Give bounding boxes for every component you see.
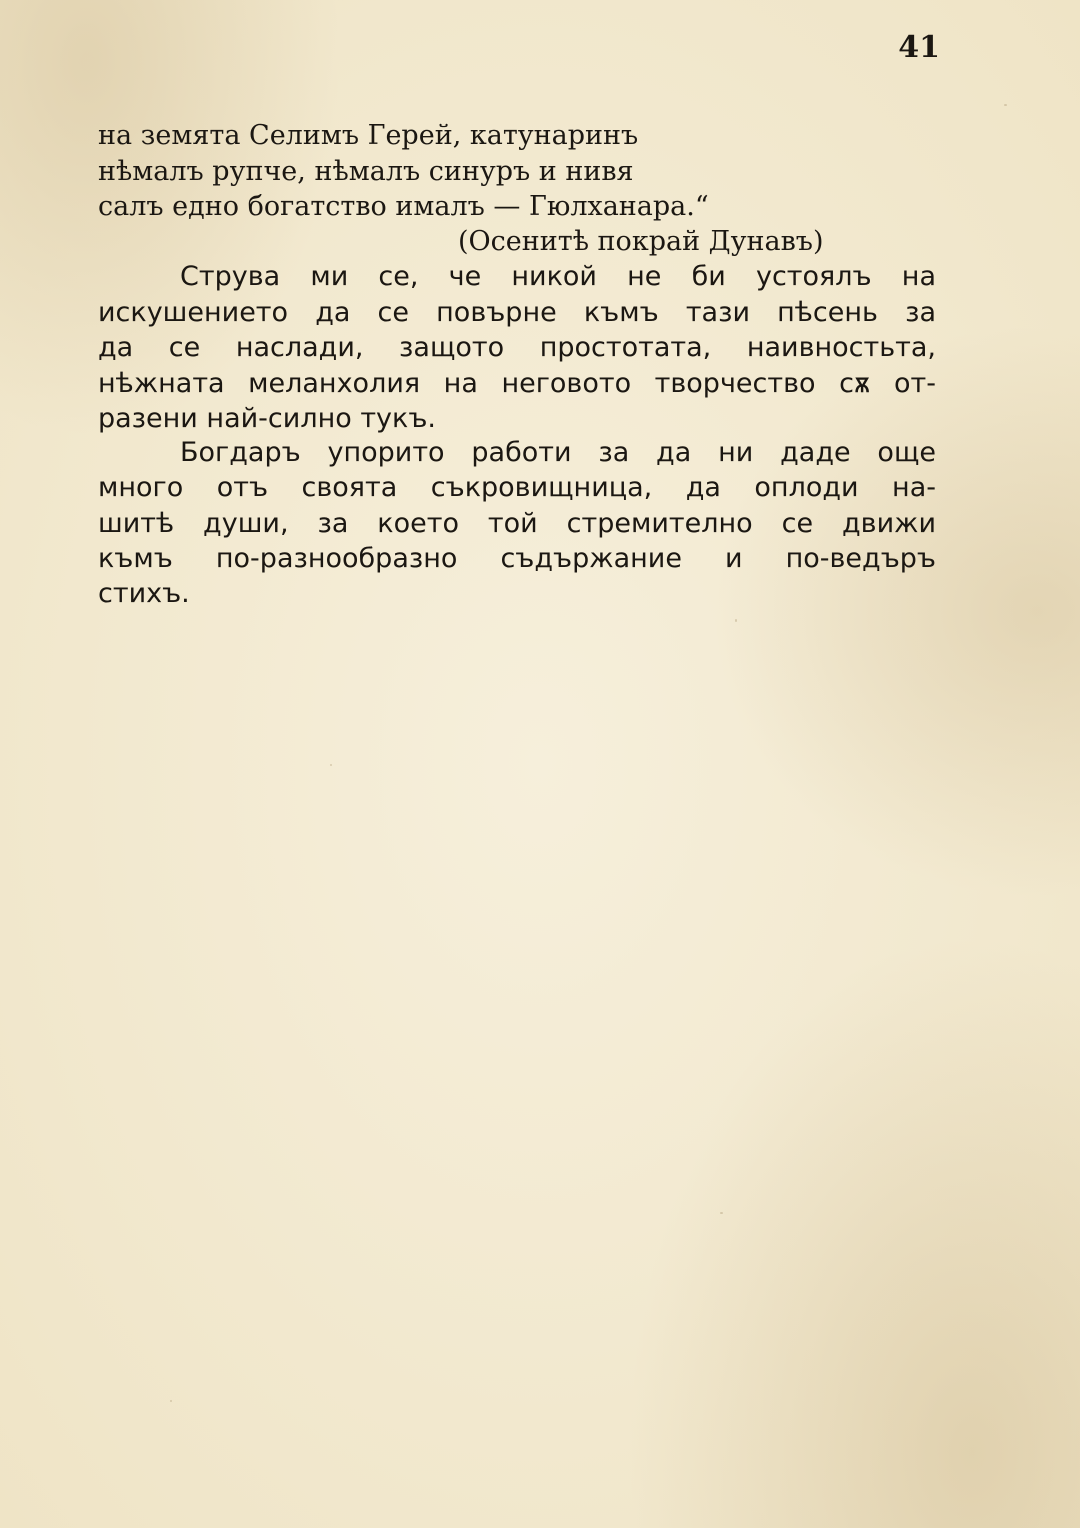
paper-speck — [1004, 104, 1007, 106]
paragraph-line: да се наслади, защото простотата, наивностьта, — [98, 332, 936, 363]
paper-speck — [720, 1212, 723, 1214]
paragraph-line: къмъ по-разнообразно съдържание и по-ведъръ — [98, 543, 936, 574]
verse-line: нѣмалъ рупче, нѣмалъ синуръ и нивя — [98, 156, 634, 187]
paragraph-line: искушението да се повърне къмъ тази пѣсень за — [98, 297, 936, 328]
paper-speck — [330, 764, 332, 766]
paragraph-line: стихъ. — [98, 578, 190, 609]
paragraph-line: Струва ми се, че никой не би устоялъ на — [180, 261, 936, 292]
paragraph-line: много отъ своята съкровищница, да оплоди на- — [98, 472, 936, 503]
paragraph-line: шитѣ души, за което той стремително се движи — [98, 508, 936, 539]
verse-source: (Осенитѣ покрай Дунавъ) — [458, 226, 824, 257]
paragraph-line: нѣжната меланхолия на неговото творчество сѫ от- — [98, 368, 936, 399]
paper-speck — [170, 1400, 172, 1402]
paragraph-line: Богдаръ упорито работи за да ни даде още — [180, 437, 936, 468]
verse-line: на земята Селимъ Герей, катунаринъ — [98, 120, 639, 151]
paper-speck — [735, 619, 737, 622]
paragraph-line: разени най-силно тукъ. — [98, 403, 437, 434]
verse-line: салъ едно богатство ималъ — Гюлханара.“ — [98, 191, 709, 222]
page-number: 41 — [898, 30, 940, 65]
